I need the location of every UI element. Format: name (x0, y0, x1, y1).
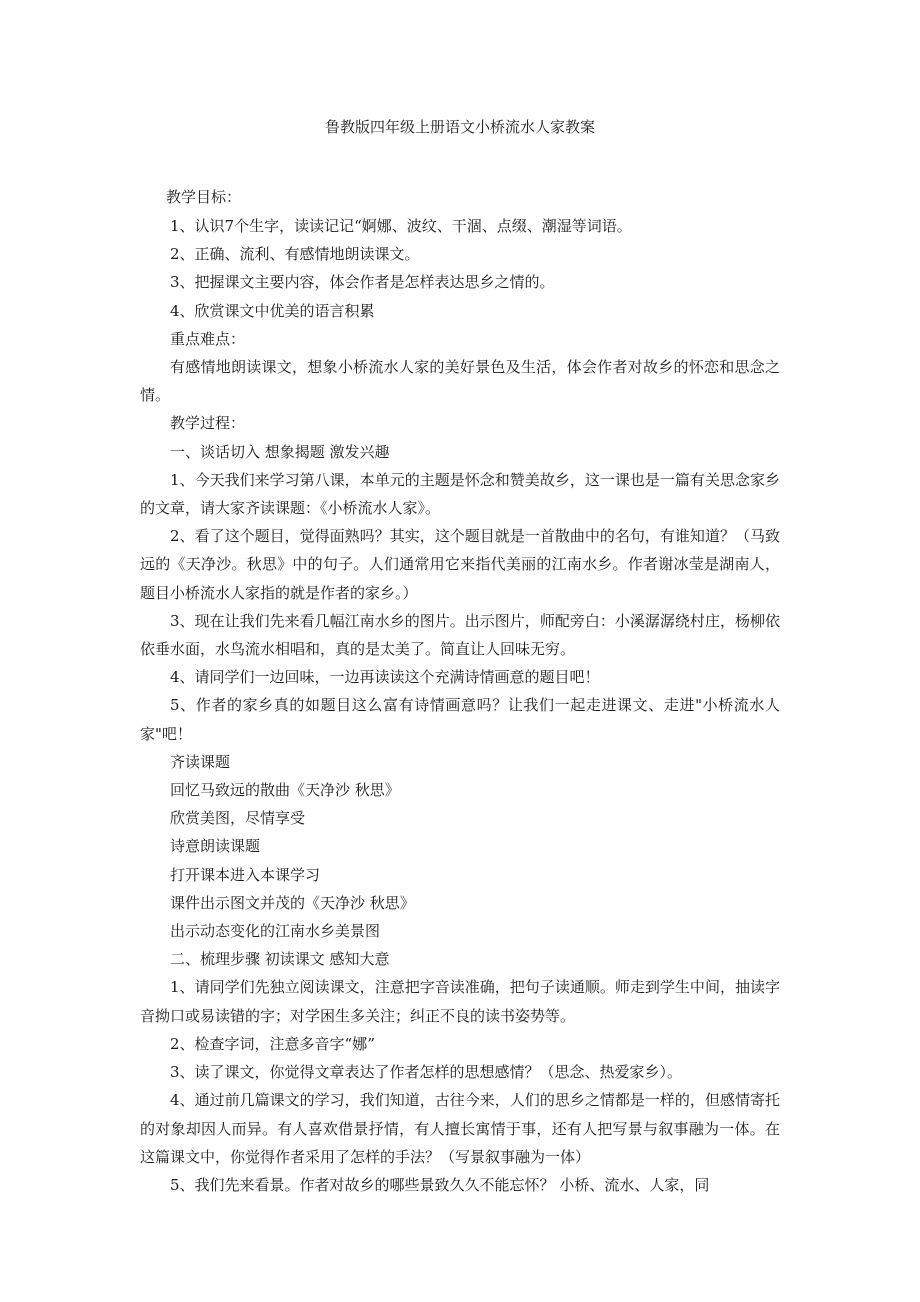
paragraph: 有感情地朗读课文，想象小桥流水人家的美好景色及生活，体会作者对故乡的怀恋和思念之情。 (140, 358, 780, 405)
paragraph: 3、现在让我们先来看几幅江南水乡的图片。出示图片，师配旁白：小溪潺潺绕村庄，杨柳依依垂水面，水鸟流水相唱和，真的是太美了。简直让人回味无穷。 (140, 611, 780, 659)
activity-item: 打开课本进入本课学习 (170, 865, 321, 884)
paragraph: 1、请同学们先独立阅读课文，注意把字音读准确，把句子读通顺。师走到学生中间，抽读字音拗口或易读错的字；对学困生多关注；纠正不良的读书姿势等。 (140, 978, 780, 1025)
key-points-heading: 重点难点： (170, 329, 246, 348)
activity-item: 课件出示图文并茂的《天净沙 秋思》 (170, 893, 415, 912)
paragraph: 2、正确、流利、有感情地朗读课文。 (170, 245, 420, 264)
paragraph: 2、检查字词，注意多音字“娜” (170, 1034, 375, 1053)
paragraph: 4、通过前几篇课文的学习，我们知道，古往今来，人们的思乡之情都是一样的，但感情寄托的对象却因人而异。有人喜欢借景抒情，有人擅长寓情于事，还有人把写景与叙事融为一体。在这篇课文中，你觉得作者采用了怎样的手法？（写景叙事融为一体） (140, 1091, 780, 1166)
paragraph: 4、欣赏课文中优美的语言积累 (170, 301, 375, 320)
objectives-heading: 教学目标： (166, 188, 242, 206)
activity-item: 诗意朗读课题 (170, 837, 261, 856)
paragraph: 3、读了课文，你觉得文章表达了作者怎样的思想感情？（思念、热爱家乡）。 (170, 1063, 683, 1082)
paragraph: 1、今天我们来学习第八课，本单元的主题是怀念和赞美故乡，这一课也是一篇有关思念家乡的文章，请大家齐读课题：《小桥流水人家》。 (140, 470, 780, 518)
section-heading: 二、梳理步骤 初读课文 感知大意 (170, 950, 390, 969)
paragraph: 2、看了这个题目，觉得面熟吗？其实，这个题目就是一首散曲中的名句，有谁知道？（马致远的《天净沙。秋思》中的句子。人们通常用它来指代美丽的江南水乡。作者谢冰莹是湖南人，题目小桥流水人家指的就是作者的家乡。） (140, 527, 780, 602)
paragraph: 1、认识7个生字，读读记记“婀娜、波纹、干涸、点缀、潮湿等词语。 (170, 217, 632, 235)
paragraph: 5、我们先来看景。作者对故乡的哪些景致久久不能忘怀？ 小桥、流水、人家，同 (170, 1175, 710, 1194)
activity-item: 欣赏美图，尽情享受 (170, 809, 306, 828)
activity-item: 出示动态变化的江南水乡美景图 (170, 922, 381, 941)
activity-item: 回忆马致远的散曲《天净沙 秋思》 (170, 781, 400, 800)
section-heading: 一、谈话切入 想象揭题 激发兴趣 (170, 442, 390, 461)
paragraph: 4、请同学们一边回味，一边再读读这个充满诗情画意的题目吧！ (170, 668, 600, 687)
process-heading: 教学过程： (170, 414, 246, 433)
document-body (140, 212, 780, 1199)
document-title: 鲁教版四年级上册语文小桥流水人家教案 (324, 118, 595, 136)
paragraph: 5、作者的家乡真的如题目这么富有诗情画意吗？让我们一起走进课文、走进"小桥流水人家"吧！ (140, 696, 780, 743)
activity-item: 齐读课题 (170, 752, 231, 771)
paragraph: 3、把握课文主要内容，体会作者是怎样表达思乡之情的。 (170, 273, 555, 292)
